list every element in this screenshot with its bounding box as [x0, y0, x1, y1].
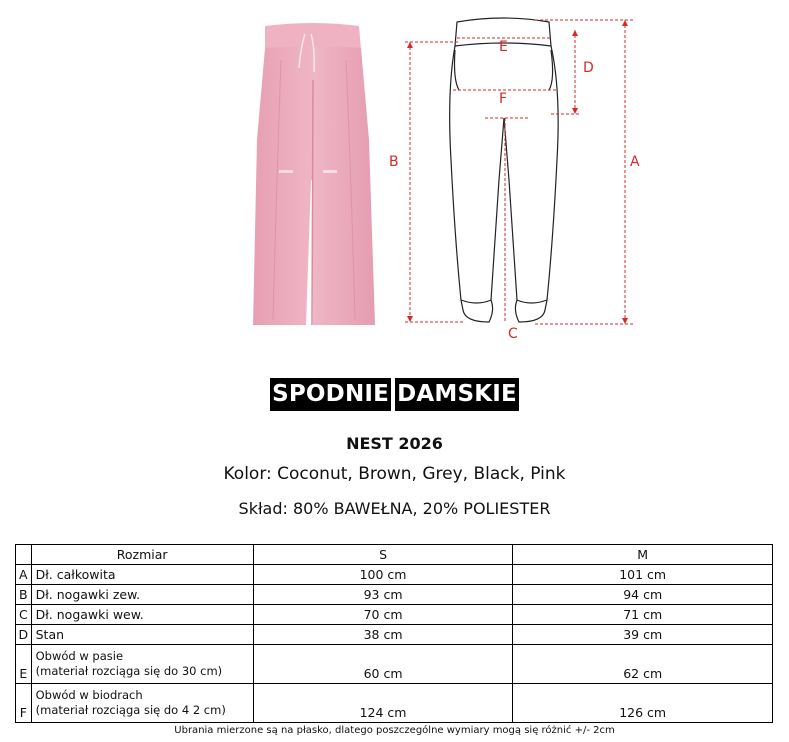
row-letter: F: [16, 684, 32, 723]
composition-line: Skład: 80% BAWEŁNA, 20% POLIESTER: [238, 499, 551, 518]
row-name: Dł. nogawki zew.: [31, 585, 253, 605]
row-name-line2: (materiał rozciąga się do 4 2 cm): [35, 703, 226, 717]
row-value-m: 39 cm: [513, 625, 773, 645]
row-letter: B: [16, 585, 32, 605]
model-name: NEST 2026: [346, 434, 443, 453]
label-F: F: [499, 91, 508, 107]
row-letter: C: [16, 605, 32, 625]
page-title: [0, 378, 789, 411]
row-name: Dł. całkowita: [31, 565, 253, 585]
row-name-line1: Obwód w pasie: [35, 649, 124, 663]
label-A: A: [630, 154, 640, 170]
size-table: [15, 544, 773, 723]
row-value-s: 93 cm: [253, 585, 513, 605]
table-row: [16, 565, 773, 585]
label-E: E: [499, 39, 508, 55]
label-B: B: [389, 154, 399, 170]
row-value-s: 38 cm: [253, 625, 513, 645]
row-name: Dł. nogawki wew.: [31, 605, 253, 625]
row-letter: D: [16, 625, 32, 645]
table-row: [16, 585, 773, 605]
row-value-s: 124 cm: [253, 684, 513, 723]
row-value-m: 94 cm: [513, 585, 773, 605]
row-value-s: 100 cm: [253, 565, 513, 585]
row-letter: A: [16, 565, 32, 585]
row-letter: E: [16, 645, 32, 684]
row-value-s: 60 cm: [253, 645, 513, 684]
header-size-s: S: [253, 545, 513, 565]
color-line: Kolor: Coconut, Brown, Grey, Black, Pink: [223, 464, 566, 484]
row-value-m: 126 cm: [513, 684, 773, 723]
row-value-m: 101 cm: [513, 565, 773, 585]
table-row: [16, 605, 773, 625]
row-name: [31, 645, 253, 684]
table-header-row: [16, 545, 773, 565]
header-label: Rozmiar: [31, 545, 253, 565]
row-value-m: 62 cm: [513, 645, 773, 684]
label-D: D: [583, 60, 594, 76]
row-value-m: 71 cm: [513, 605, 773, 625]
row-name: Stan: [31, 625, 253, 645]
title-word-1: SPODNIE: [270, 378, 391, 411]
table-row: [16, 684, 773, 723]
row-value-s: 70 cm: [253, 605, 513, 625]
row-name: [31, 684, 253, 723]
table-row: [16, 645, 773, 684]
header-size-m: M: [513, 545, 773, 565]
row-name-line2: (materiał rozciąga się do 30 cm): [35, 664, 223, 678]
measurement-diagram: [385, 10, 655, 340]
footnote: Ubrania mierzone są na płasko, dlatego poszczególne wymiary mogą się różnić +/- 2cm: [174, 725, 615, 736]
label-C: C: [508, 326, 518, 340]
product-photo: [251, 20, 376, 330]
table-row: [16, 625, 773, 645]
row-name-line1: Obwód w biodrach: [35, 688, 143, 702]
title-word-2: DAMSKIE: [395, 378, 519, 411]
